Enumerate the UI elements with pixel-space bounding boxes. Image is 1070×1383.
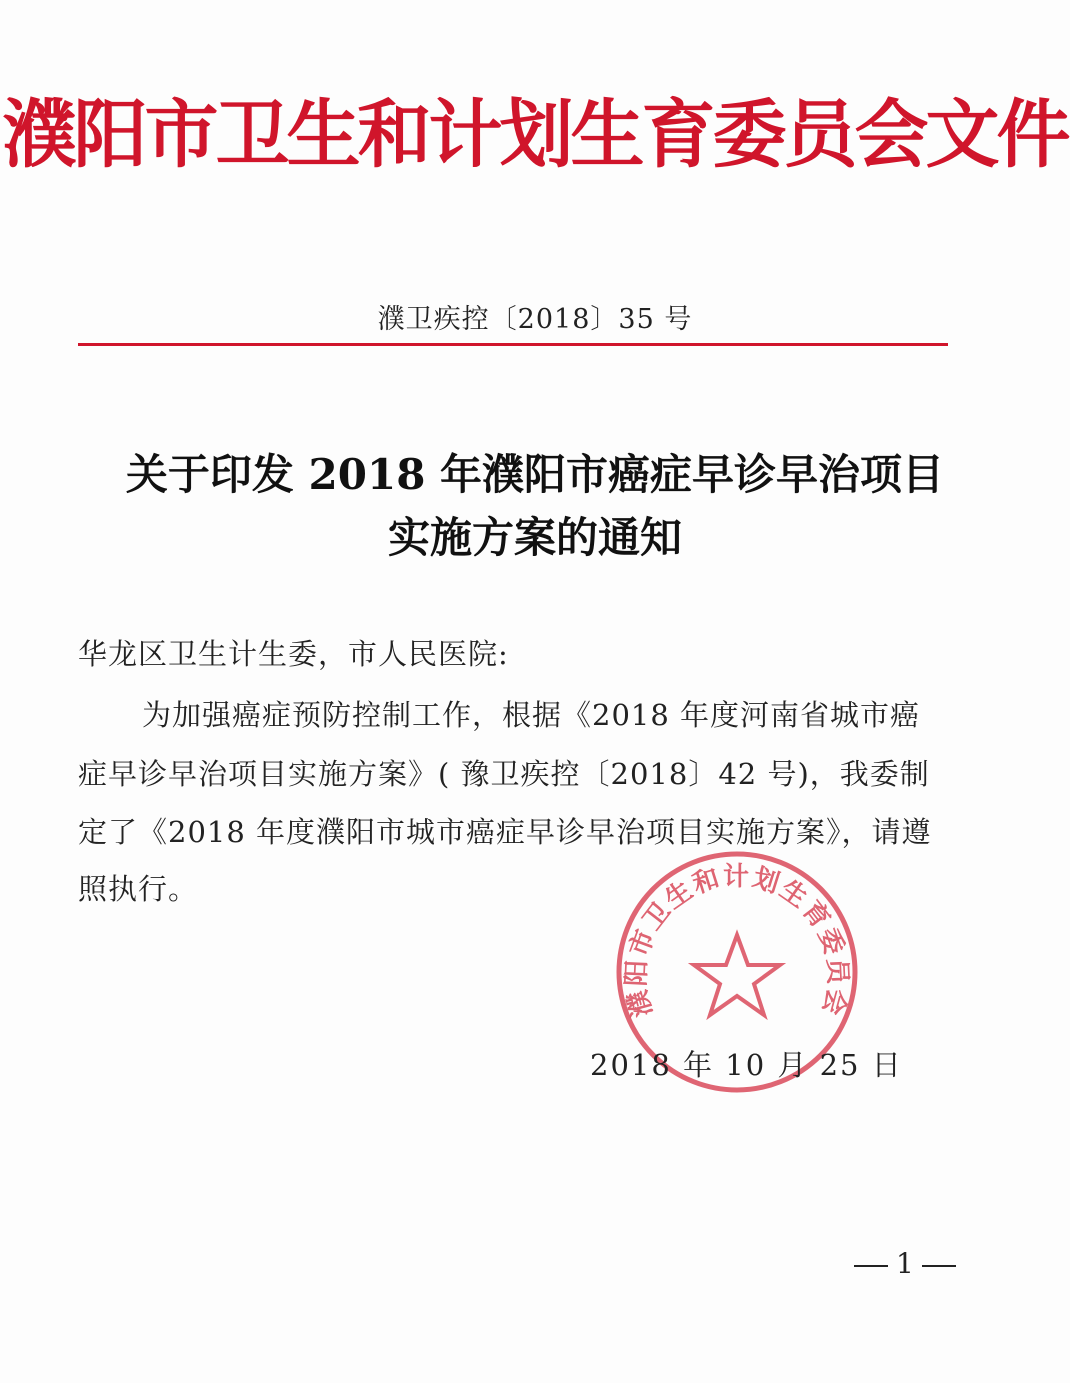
issuer-title: 濮阳市卫生和计划生育委员会文件 (2, 92, 1068, 178)
notice-title-line-1: 关于印发 2018 年濮阳市癌症早诊早治项目 (125, 450, 945, 499)
red-divider (78, 343, 948, 346)
notice-title-line-2: 实施方案的通知 (387, 513, 682, 562)
seal-text: 濮阳市卫生和计划生育委员会 (621, 861, 853, 1020)
issue-date: 2018 年 10 月 25 日 (590, 1048, 903, 1082)
body-line-3: 定了《2018 年度濮阳市城市癌症早诊早治项目实施方案》，请遵 (78, 815, 932, 849)
page-number (846, 1247, 964, 1280)
star-seal-icon (694, 935, 780, 1015)
page-dash-left (854, 1265, 888, 1267)
page-number-value: 1 (896, 1247, 914, 1280)
salutation: 华龙区卫生计生委，市人民医院: (78, 637, 509, 671)
body-line-4: 照执行。 (78, 872, 199, 906)
page-dash-right (922, 1265, 956, 1267)
body-line-1: 为加强癌症预防控制工作，根据《2018 年度河南省城市癌 (142, 698, 921, 732)
body-line-2: 症早诊早治项目实施方案》( 豫卫疾控〔2018〕42 号)，我委制 (78, 757, 930, 791)
document-number: 濮卫疾控〔2018〕35 号 (377, 304, 693, 335)
